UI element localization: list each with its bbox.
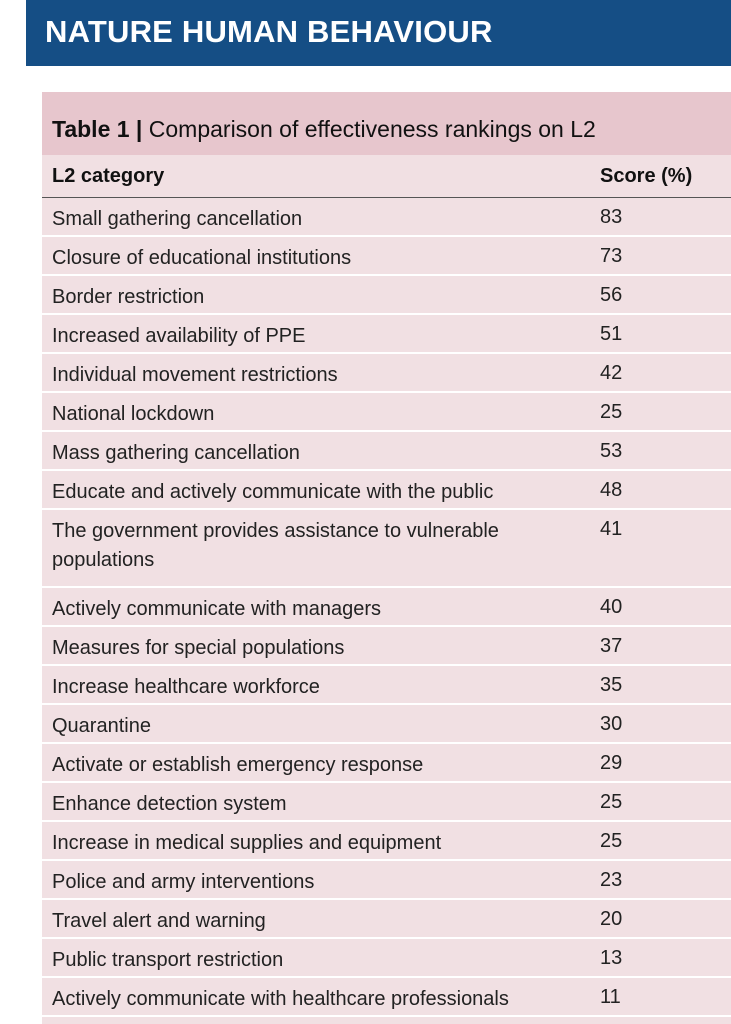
row-score: 73 xyxy=(600,245,623,267)
row-category: National lockdown xyxy=(52,403,215,425)
table-header-row xyxy=(42,155,731,198)
row-category: Travel alert and warning xyxy=(52,910,266,932)
table-caption-text: Comparison of effectiveness rankings on L2 xyxy=(148,116,596,142)
row-score: 41 xyxy=(600,518,623,540)
table-panel xyxy=(42,92,731,1024)
table-row xyxy=(42,744,731,783)
row-score: 13 xyxy=(600,947,623,969)
row-score: 20 xyxy=(600,908,623,930)
row-category: Mass gathering cancellation xyxy=(52,442,300,464)
column-header-score: Score (%) xyxy=(600,165,693,187)
row-category: Small gathering cancellation xyxy=(52,208,303,230)
row-category: Enhance detection system xyxy=(52,793,287,815)
row-category: Border restriction xyxy=(52,286,205,308)
table-row xyxy=(42,939,731,978)
row-score: 83 xyxy=(600,206,623,228)
table-row xyxy=(42,354,731,393)
table-row xyxy=(42,861,731,900)
table-row xyxy=(42,900,731,939)
journal-header xyxy=(26,0,731,66)
row-score: 51 xyxy=(600,323,623,345)
row-score: 37 xyxy=(600,635,623,657)
row-score: 30 xyxy=(600,713,623,735)
table-row xyxy=(42,978,731,1017)
table-row xyxy=(42,198,731,237)
row-category: Increase healthcare workforce xyxy=(52,676,320,698)
row-category: The government provides assistance to vulnerable populations xyxy=(52,520,499,571)
row-score: 35 xyxy=(600,674,623,696)
row-category: Educate and actively communicate with the public xyxy=(52,481,494,503)
table-row xyxy=(42,666,731,705)
row-category: Closure of educational institutions xyxy=(52,247,352,269)
table-row xyxy=(42,627,731,666)
journal-title: NATURE HUMAN BEHAVIOUR xyxy=(45,14,493,49)
row-category: Police and army interventions xyxy=(52,871,315,893)
row-category: Activate or establish emergency response xyxy=(52,754,424,776)
table-label: Table 1 | xyxy=(52,116,143,142)
row-category: Actively communicate with managers xyxy=(52,598,382,620)
row-score: 42 xyxy=(600,362,623,384)
row-score: 56 xyxy=(600,284,623,306)
row-score: 53 xyxy=(600,440,623,462)
table-caption xyxy=(52,116,596,143)
row-score: 23 xyxy=(600,869,623,891)
table-row xyxy=(42,393,731,432)
table-row xyxy=(42,783,731,822)
table-row xyxy=(42,822,731,861)
row-category: Individual movement restrictions xyxy=(52,364,338,386)
row-category: Increased availability of PPE xyxy=(52,325,306,347)
row-category: Actively communicate with healthcare professionals xyxy=(52,988,509,1010)
row-score: 29 xyxy=(600,752,623,774)
table-row xyxy=(42,588,731,627)
row-score: 40 xyxy=(600,596,623,618)
row-category: Public transport restriction xyxy=(52,949,284,971)
row-category: Measures for special populations xyxy=(52,637,345,659)
row-score: 48 xyxy=(600,479,623,501)
row-category: Quarantine xyxy=(52,715,151,737)
row-score: 11 xyxy=(600,986,621,1008)
row-score: 25 xyxy=(600,830,623,852)
table-row xyxy=(42,315,731,354)
column-header-category: L2 category xyxy=(52,165,165,187)
table-row xyxy=(42,471,731,510)
table-row xyxy=(42,237,731,276)
table-row xyxy=(42,276,731,315)
table-caption-bar xyxy=(42,92,731,155)
table-row xyxy=(42,510,731,588)
table-row xyxy=(42,432,731,471)
table-row xyxy=(42,705,731,744)
row-score: 25 xyxy=(600,401,623,423)
table-body xyxy=(42,198,731,1017)
row-score: 25 xyxy=(600,791,623,813)
row-category: Increase in medical supplies and equipment xyxy=(52,832,442,854)
